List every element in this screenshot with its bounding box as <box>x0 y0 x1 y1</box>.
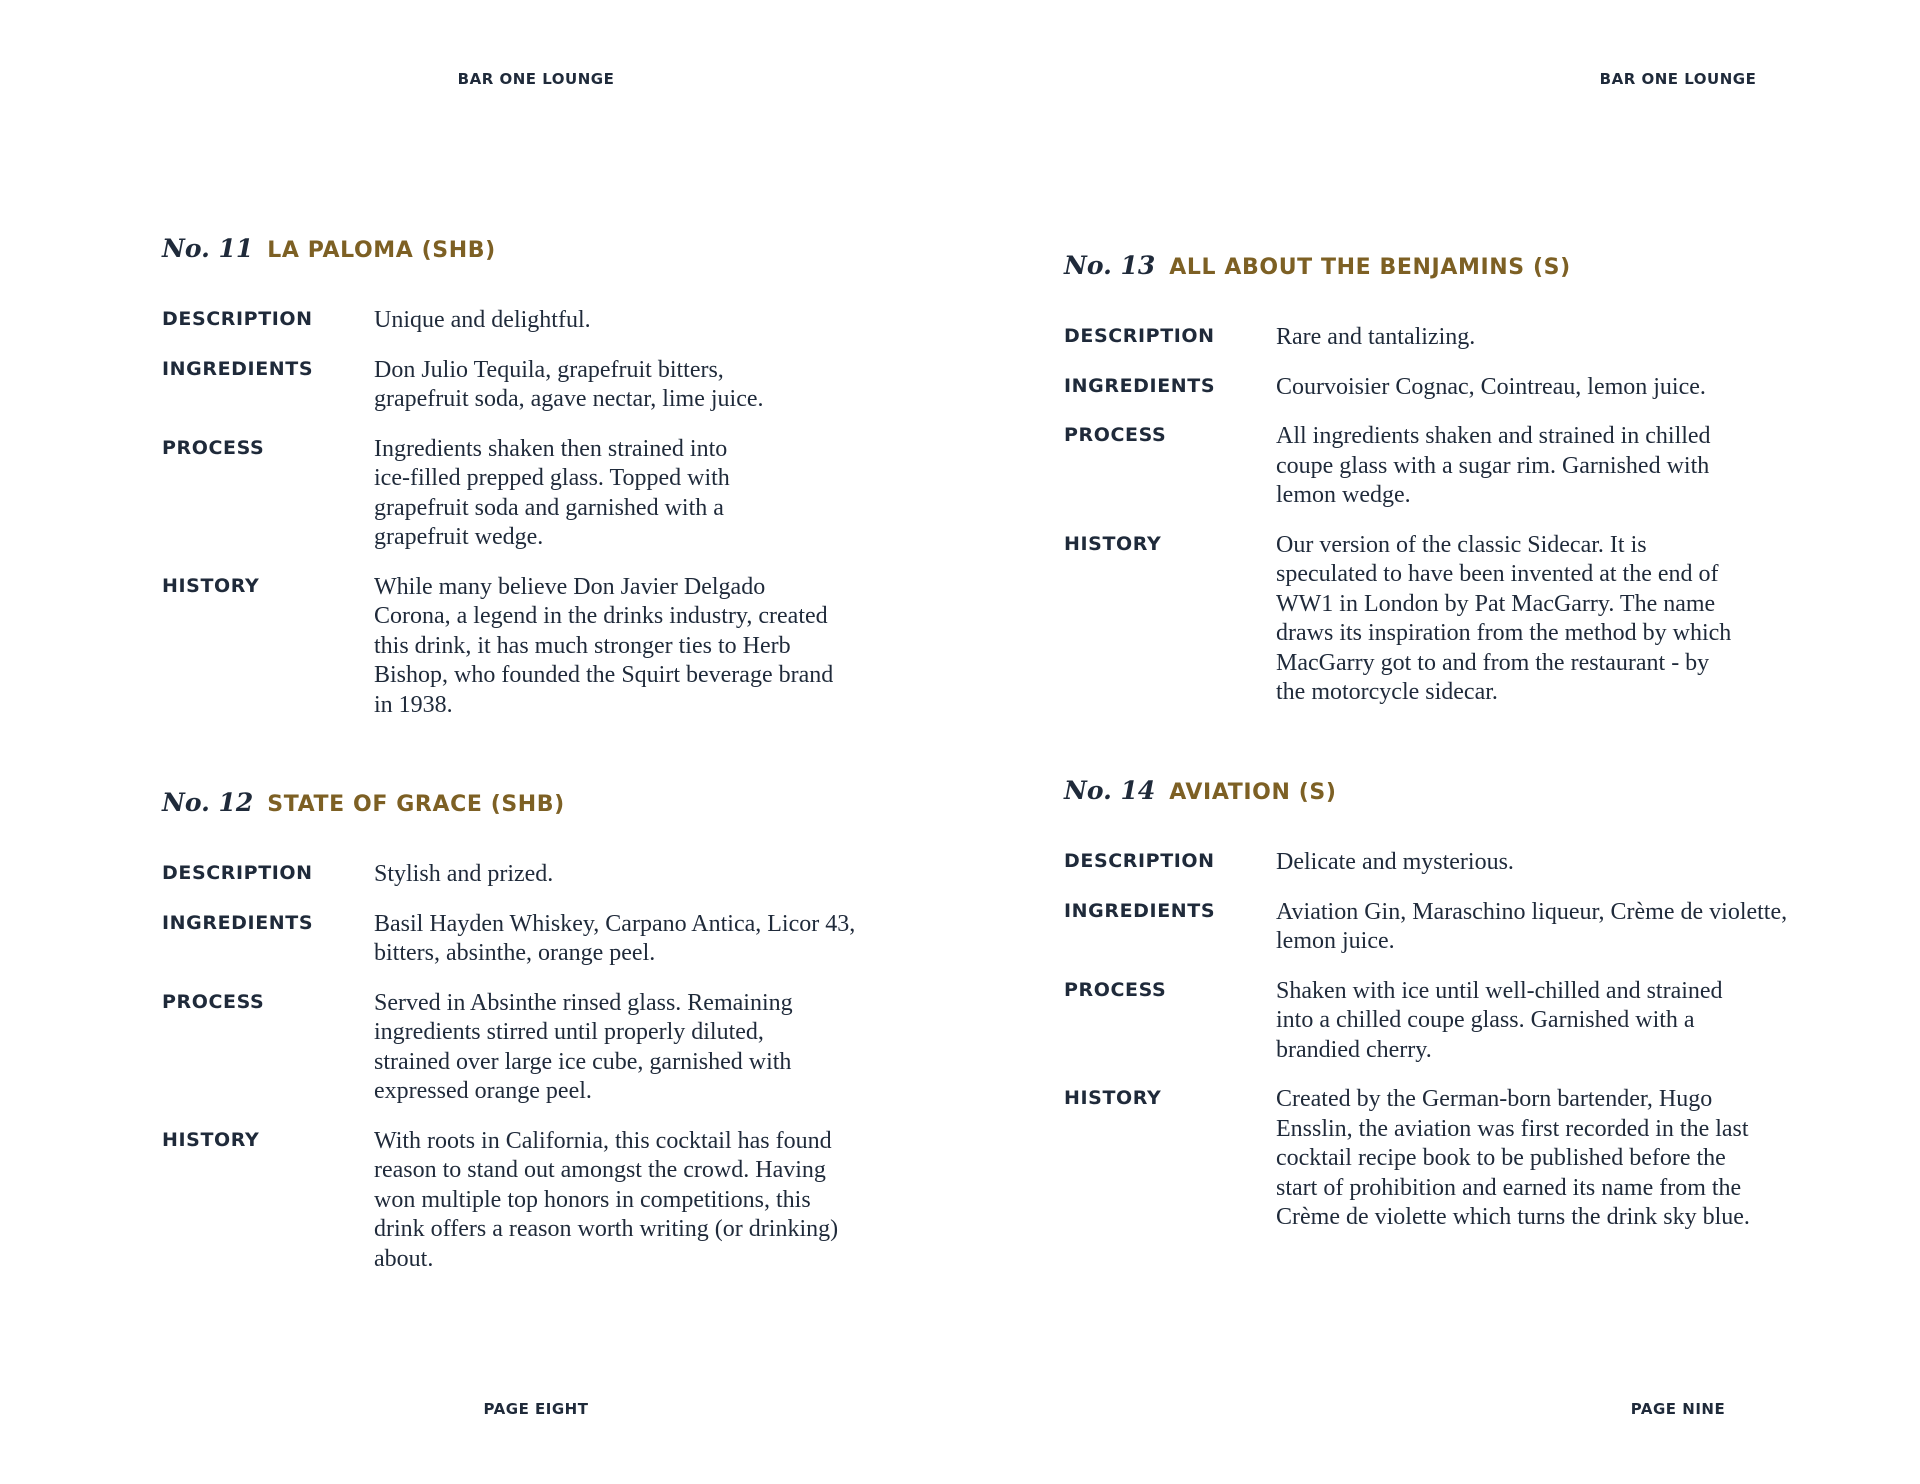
ingredients-label: INGREDIENTS <box>162 357 314 380</box>
process-value <box>1276 422 1824 511</box>
description-label: DESCRIPTION <box>1064 850 1215 872</box>
text-line: Ensslin, the aviation was first recorded in the last <box>1276 1115 1749 1142</box>
history-label: HISTORY <box>162 574 260 597</box>
text-line: speculated to have been invented at the end of <box>1276 561 1719 587</box>
text-line: in 1938. <box>374 691 453 718</box>
ingredients-value <box>374 356 922 415</box>
text-line: grapefruit wedge. <box>374 524 544 550</box>
text-line: With roots in California, this cocktail has found <box>374 1127 832 1154</box>
text-line: Ingredients shaken then strained into <box>374 435 728 462</box>
ingredients-row <box>1064 898 1824 957</box>
text-line: coupe glass with a sugar rim. Garnished with <box>1276 452 1710 479</box>
process-row <box>1064 977 1824 1066</box>
text-line: into a chilled coupe glass. Garnished with a <box>1276 1007 1695 1033</box>
text-line: draws its inspiration from the method by which <box>1276 620 1732 646</box>
cocktail-entry-14 <box>1064 776 1824 1253</box>
entry-number: No. 11 <box>162 234 254 263</box>
text-line: Shaken with ice until well-chilled and strained <box>1276 977 1723 1004</box>
text-line: MacGarry got to and from the restaurant - by <box>1276 649 1710 676</box>
text-line: reason to stand out amongst the crowd. Having <box>374 1157 826 1183</box>
ingredients-value <box>374 910 922 969</box>
text-line: grapefruit soda and garnished with a <box>374 494 724 521</box>
history-value <box>1276 1085 1824 1233</box>
page-number: PAGE EIGHT <box>483 1400 589 1418</box>
text-line: Served in Absinthe rinsed glass. Remaining <box>374 989 793 1016</box>
entry-title <box>162 788 922 828</box>
text-line: this drink, it has much stronger ties to Herb <box>374 632 791 659</box>
ingredients-row <box>162 356 922 415</box>
entry-number: No. 12 <box>162 788 254 817</box>
description-value: Delicate and mysterious. <box>1276 849 1514 875</box>
entry-number: No. 14 <box>1064 776 1156 805</box>
right-page <box>960 0 1920 1484</box>
entry-name: ALL ABOUT THE BENJAMINS (S) <box>1169 255 1571 280</box>
text-line: Basil Hayden Whiskey, Carpano Antica, Licor 43, <box>374 910 856 937</box>
description-label: DESCRIPTION <box>162 308 313 330</box>
ingredients-label: INGREDIENTS <box>1064 899 1216 922</box>
text-line: Courvoisier Cognac, Cointreau, lemon juice. <box>1276 373 1706 400</box>
entry-title <box>1064 251 1824 291</box>
text-line: Aviation Gin, Maraschino liqueur, Crème de violette, <box>1276 898 1788 925</box>
description-value: Stylish and prized. <box>374 861 554 887</box>
text-line: Crème de violette which turns the drink sky blue. <box>1276 1204 1750 1230</box>
text-line: WW1 in London by Pat MacGarry. The name <box>1276 590 1716 617</box>
history-value <box>374 573 922 721</box>
cocktail-entry-13 <box>1064 251 1824 728</box>
description-value: Unique and delightful. <box>374 307 591 333</box>
process-label: PROCESS <box>1064 424 1167 446</box>
entry-name: LA PALOMA (SHB) <box>267 238 496 263</box>
description-label: DESCRIPTION <box>162 862 313 884</box>
description-row <box>1064 848 1824 878</box>
text-line: Corona, a legend in the drinks industry, created <box>374 603 828 629</box>
ingredients-label: INGREDIENTS <box>162 911 314 934</box>
text-line: All ingredients shaken and strained in chilled <box>1276 423 1711 449</box>
text-line: expressed orange peel. <box>374 1078 592 1104</box>
entry-title <box>162 234 922 274</box>
cocktail-entry-11 <box>162 234 922 740</box>
description-row <box>162 860 922 890</box>
process-value <box>374 435 922 553</box>
process-label: PROCESS <box>162 436 265 459</box>
text-line: lemon wedge. <box>1276 482 1411 508</box>
description-row <box>1064 323 1824 353</box>
ingredients-value <box>1276 373 1824 403</box>
text-line: the motorcycle sidecar. <box>1276 679 1498 705</box>
text-line: about. <box>374 1245 434 1272</box>
text-line: Bishop, who founded the Squirt beverage brand <box>374 662 834 688</box>
history-label: HISTORY <box>1064 1087 1162 1109</box>
ingredients-row <box>1064 373 1824 403</box>
history-row <box>1064 531 1824 708</box>
entry-title <box>1064 776 1824 816</box>
description-row <box>162 306 922 336</box>
text-line: ingredients stirred until properly diluted, <box>374 1019 764 1045</box>
running-head: BAR ONE LOUNGE <box>1599 70 1757 88</box>
entry-number: No. 13 <box>1064 251 1156 280</box>
history-value <box>374 1127 922 1275</box>
process-row <box>162 989 922 1107</box>
text-line: cocktail recipe book to be published before the <box>1276 1145 1726 1171</box>
process-value <box>374 989 922 1107</box>
running-head: BAR ONE LOUNGE <box>457 70 615 88</box>
page-number: PAGE NINE <box>1630 1400 1726 1418</box>
entry-name: AVIATION (S) <box>1169 780 1337 805</box>
description-value: Rare and tantalizing. <box>1276 324 1476 350</box>
text-line: lemon juice. <box>1276 928 1395 954</box>
text-line: won multiple top honors in competitions, this <box>374 1186 811 1213</box>
text-line: bitters, absinthe, orange peel. <box>374 940 656 966</box>
process-label: PROCESS <box>1064 978 1167 1001</box>
text-line: strained over large ice cube, garnished with <box>374 1048 792 1075</box>
ingredients-value <box>1276 898 1824 957</box>
text-line: While many believe Don Javier Delgado <box>374 573 766 600</box>
ingredients-row <box>162 910 922 969</box>
text-line: brandied cherry. <box>1276 1036 1432 1063</box>
process-value <box>1276 977 1824 1066</box>
history-label: HISTORY <box>162 1128 260 1151</box>
process-label: PROCESS <box>162 990 265 1013</box>
text-line: Created by the German-born bartender, Hugo <box>1276 1086 1713 1112</box>
description-label: DESCRIPTION <box>1064 325 1215 347</box>
entry-name: STATE OF GRACE (SHB) <box>267 792 565 817</box>
history-row <box>162 1127 922 1275</box>
ingredients-label: INGREDIENTS <box>1064 374 1216 397</box>
history-label: HISTORY <box>1064 532 1162 555</box>
text-line: Our version of the classic Sidecar. It is <box>1276 531 1647 558</box>
process-row <box>1064 422 1824 511</box>
cocktail-entry-12 <box>162 788 922 1294</box>
text-line: drink offers a reason worth writing (or drinking) <box>374 1216 839 1242</box>
text-line: Don Julio Tequila, grapefruit bitters, <box>374 356 724 383</box>
history-row <box>162 573 922 721</box>
history-value <box>1276 531 1824 708</box>
process-row <box>162 435 922 553</box>
history-row <box>1064 1085 1824 1233</box>
text-line: ice-filled prepped glass. Topped with <box>374 465 730 491</box>
text-line: start of prohibition and earned its name from the <box>1276 1174 1742 1201</box>
text-line: grapefruit soda, agave nectar, lime juice. <box>374 386 764 412</box>
